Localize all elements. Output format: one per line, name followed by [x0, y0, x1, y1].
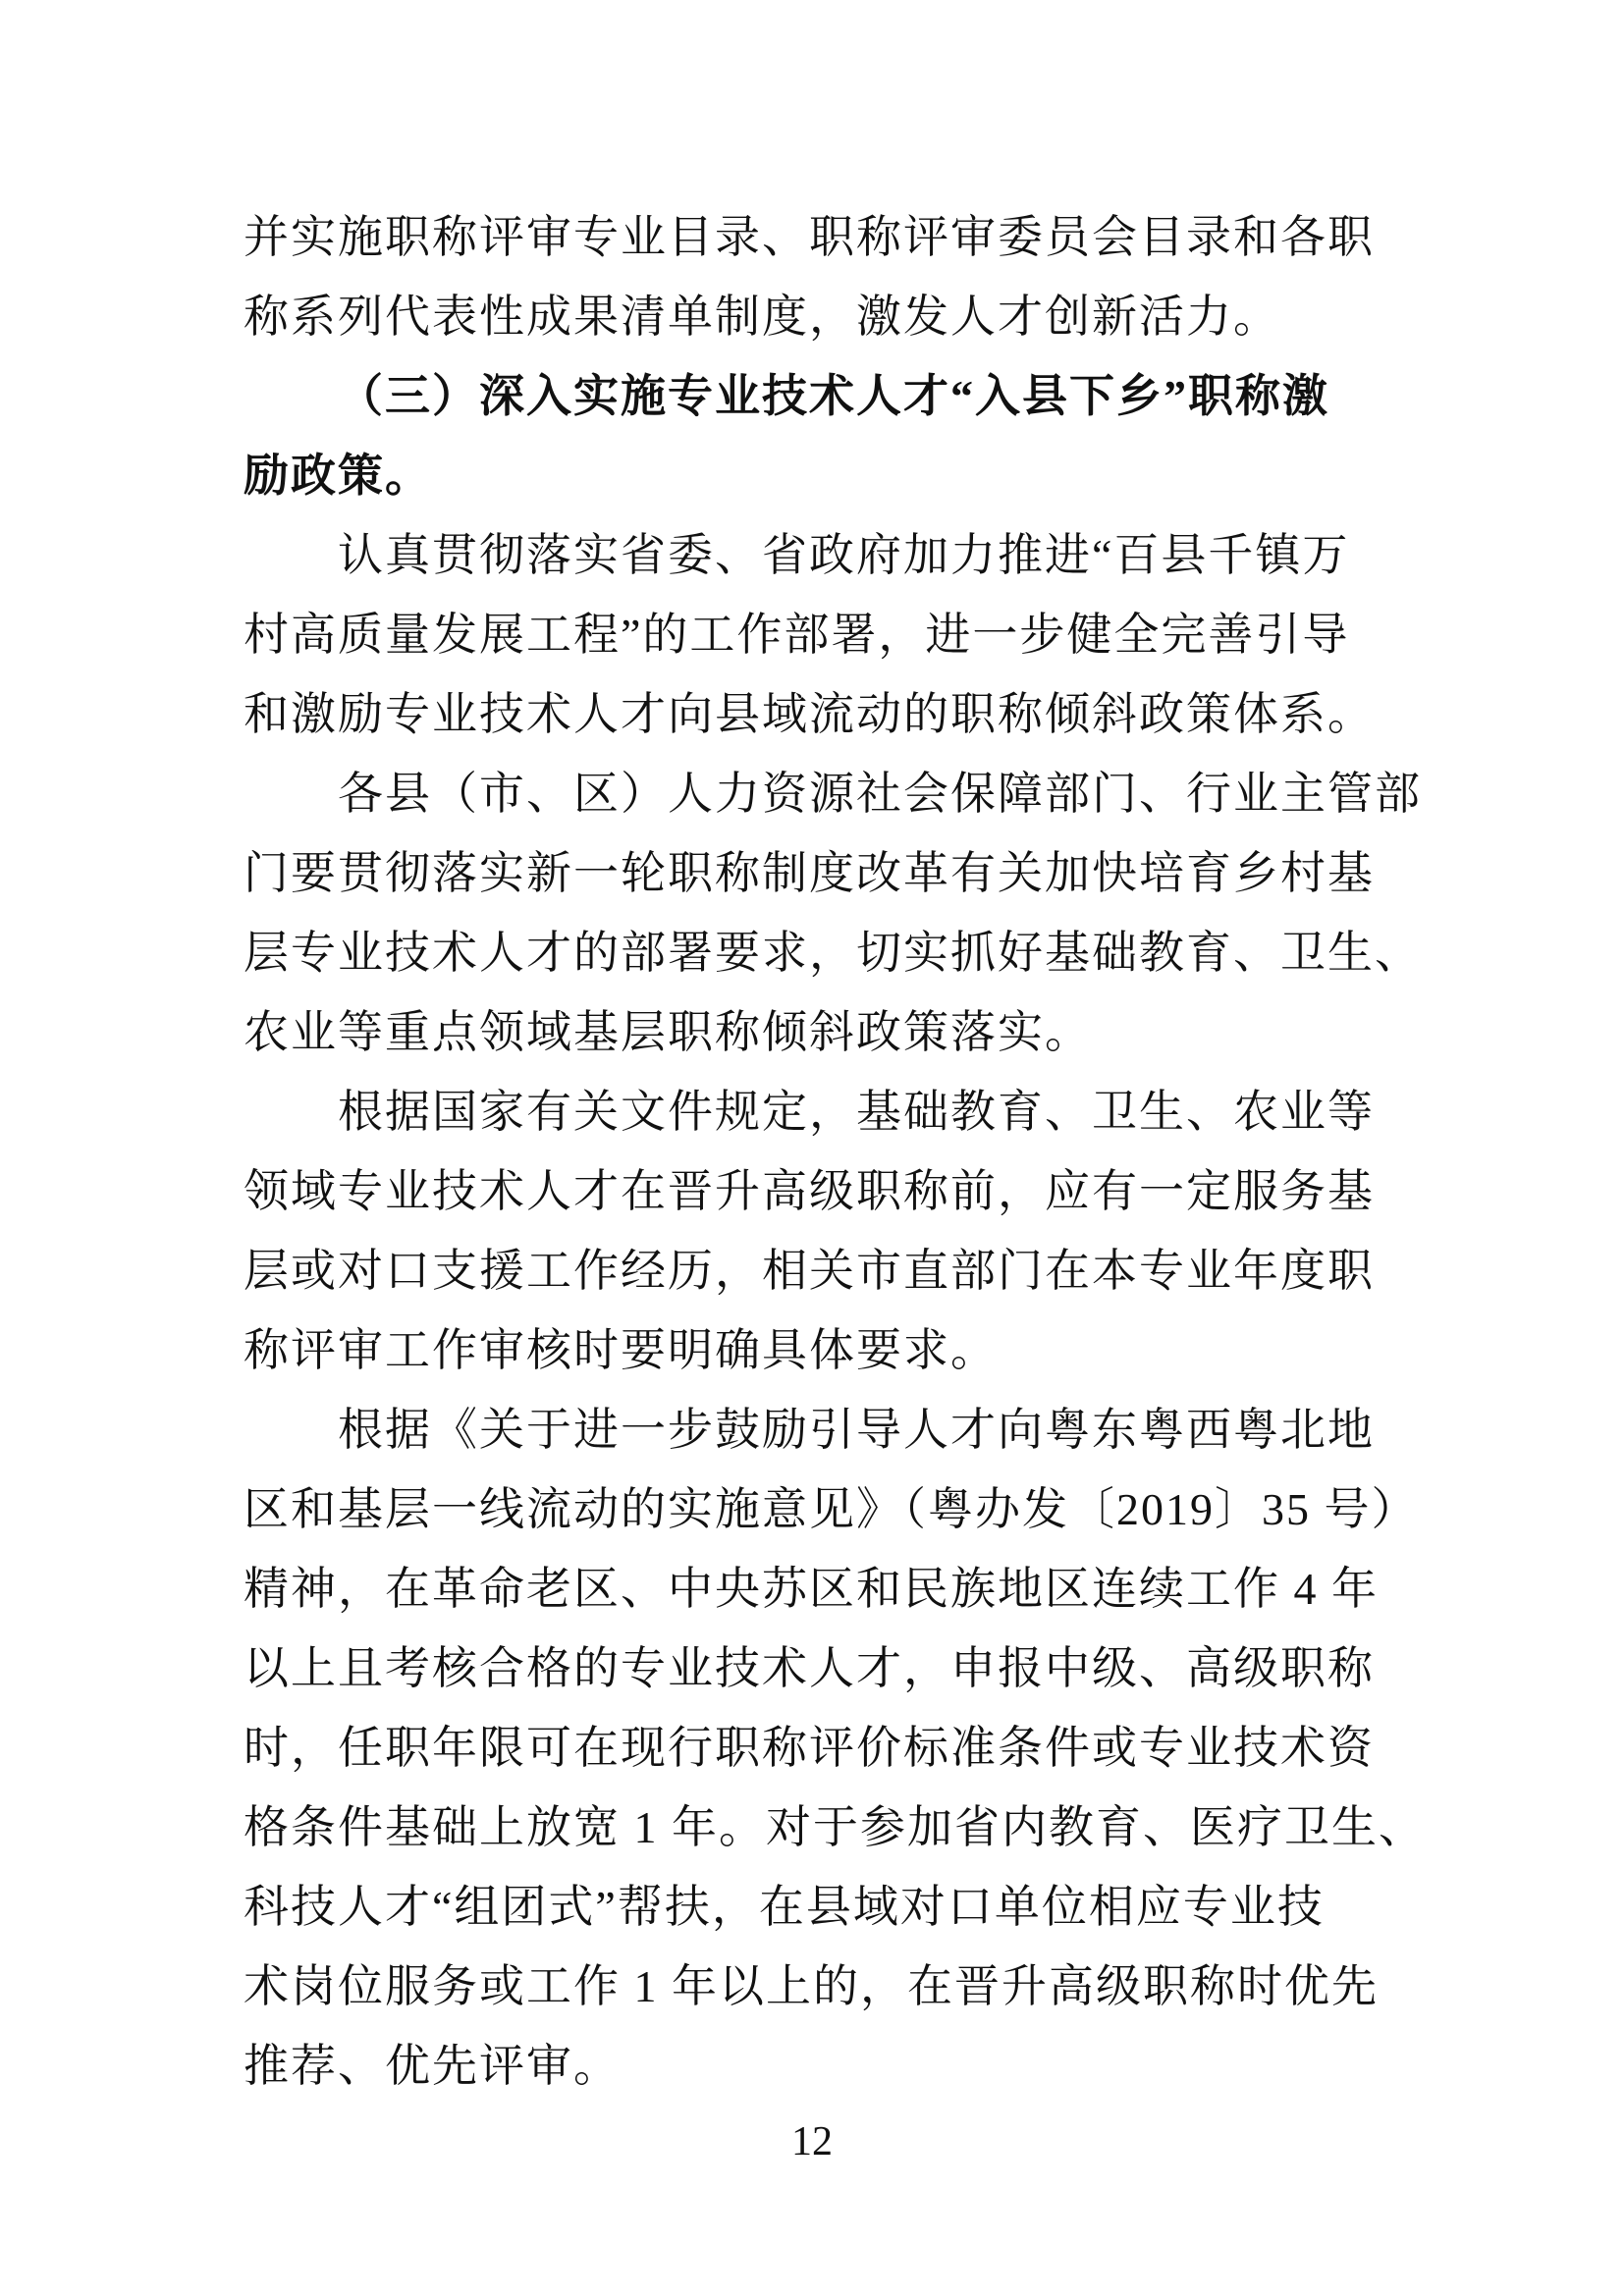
text-line: 时，任职年限可在现行职称评价标准条件或专业技术资: [244, 1723, 1375, 1773]
text-line: 门要贯彻落实新一轮职称制度改革有关加快培育乡村基: [244, 848, 1375, 898]
document-body: [244, 197, 1426, 2106]
text-line: 根据国家有关文件规定，基础教育、卫生、农业等: [338, 1087, 1375, 1137]
text-line: 格条件基础上放宽 1 年。对于参加省内教育、医疗卫生、: [244, 1802, 1426, 1852]
text-line: 术岗位服务或工作 1 年以上的，在晋升高级职称时优先: [244, 1961, 1379, 2011]
text-line: 村高质量发展工程”的工作部署，进一步健全完善引导: [244, 610, 1350, 660]
text-line: 各县（市、区）人力资源社会保障部门、行业主管部: [338, 769, 1422, 819]
text-line: 层或对口支援工作经历，相关市直部门在本专业年度职: [244, 1246, 1375, 1296]
text-line: 根据《关于进一步鼓励引导人才向粤东粤西粤北地: [338, 1405, 1375, 1455]
text-line: 以上且考核合格的专业技术人才，申报中级、高级职称: [244, 1643, 1375, 1693]
text-line: （三）深入实施专业技术人才“入县下乡”职称激: [338, 371, 1329, 421]
text-line: 科技人才“组团式”帮扶，在县域对口单位相应专业技: [244, 1882, 1325, 1932]
text-line: 精神，在革命老区、中央苏区和民族地区连续工作 4 年: [244, 1564, 1379, 1614]
text-line: 区和基层一线流动的实施意见》（粤办发〔2019〕35 号）: [244, 1484, 1419, 1534]
text-line: 认真贯彻落实省委、省政府加力推进“百县千镇万: [338, 530, 1350, 580]
text-line: 领域专业技术人才在晋升高级职称前，应有一定服务基: [244, 1166, 1375, 1216]
text-line: 层专业技术人才的部署要求，切实抓好基础教育、卫生、: [244, 928, 1422, 978]
text-line: 称评审工作审核时要明确具体要求。: [244, 1325, 998, 1375]
text-line: 称系列代表性成果清单制度，激发人才创新活力。: [244, 292, 1280, 342]
page-number: 12: [791, 2119, 833, 2164]
text-line: 和激励专业技术人才向县域流动的职称倾斜政策体系。: [244, 689, 1375, 739]
text-line: 农业等重点领域基层职称倾斜政策落实。: [244, 1007, 1092, 1057]
text-line: 推荐、优先评审。: [244, 2041, 621, 2091]
text-line: 励政策。: [244, 451, 432, 501]
text-line: 并实施职称评审专业目录、职称评审委员会目录和各职: [244, 212, 1375, 262]
